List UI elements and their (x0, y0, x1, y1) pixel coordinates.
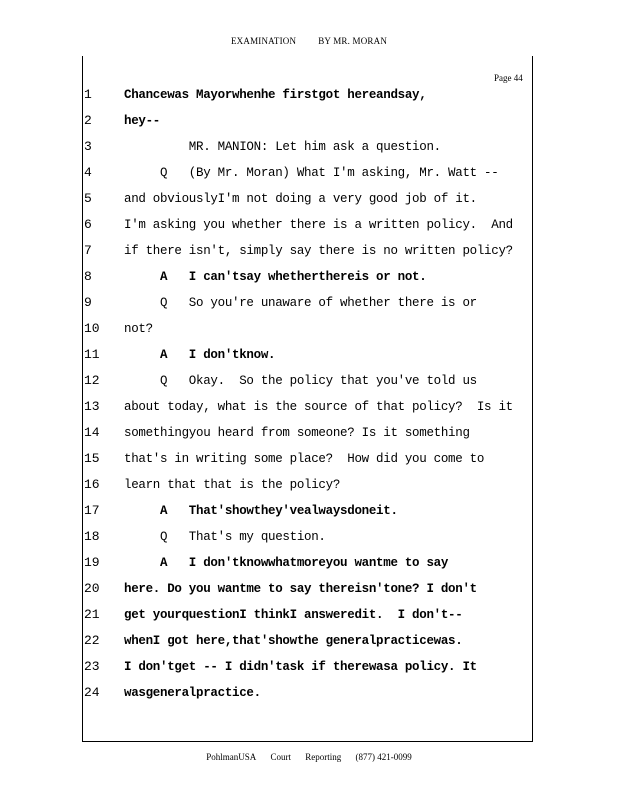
line-text: get yourquestionI thinkI answeredit. I don't-- (124, 608, 463, 622)
line-number: 18 (84, 529, 100, 544)
page-number: Page 44 (494, 73, 523, 83)
transcript-line (0, 373, 618, 399)
line-number: 10 (84, 321, 100, 336)
line-number: 20 (84, 581, 100, 596)
line-text: A I don'tknow. (124, 348, 276, 362)
line-number: 11 (84, 347, 100, 362)
line-number: 2 (84, 113, 92, 128)
line-text: Q Okay. So the policy that you've told us (124, 374, 477, 388)
transcript-line (0, 451, 618, 477)
line-number: 13 (84, 399, 100, 414)
transcript-line (0, 477, 618, 503)
transcript-line (0, 321, 618, 347)
line-text: learn that that is the policy? (124, 478, 341, 492)
page-footer (0, 752, 618, 762)
line-text: A That'showthey'vealwaysdoneit. (124, 504, 398, 518)
line-number: 1 (84, 87, 92, 102)
line-text: Q (By Mr. Moran) What I'm asking, Mr. Watt -- (124, 166, 499, 180)
line-number: 21 (84, 607, 100, 622)
transcript-line (0, 87, 618, 113)
line-text: if there isn't, simply say there is no written policy? (124, 244, 513, 258)
transcript-line (0, 607, 618, 633)
transcript-line (0, 217, 618, 243)
line-text: here. Do you wantme to say thereisn'tone? I don't (124, 582, 477, 596)
line-number: 24 (84, 685, 100, 700)
transcript-line (0, 139, 618, 165)
transcript-line (0, 633, 618, 659)
line-text: I'm asking you whether there is a written policy. And (124, 218, 513, 232)
line-text: A I don'tknowwhatmoreyou wantme to say (124, 556, 449, 570)
line-text: Q So you're unaware of whether there is or (124, 296, 477, 310)
line-text: somethingyou heard from someone? Is it something (124, 426, 470, 440)
transcript-line (0, 529, 618, 555)
transcript-line (0, 269, 618, 295)
transcript-line (0, 503, 618, 529)
line-number: 19 (84, 555, 100, 570)
transcript-line (0, 243, 618, 269)
transcript-line (0, 399, 618, 425)
line-number: 7 (84, 243, 92, 258)
line-number: 17 (84, 503, 100, 518)
line-number: 23 (84, 659, 100, 674)
line-text: Q That's my question. (124, 530, 326, 544)
line-text: about today, what is the source of that policy? Is it (124, 400, 513, 414)
line-number: 14 (84, 425, 100, 440)
header-examiner: BY MR. MORAN (318, 36, 388, 46)
line-number: 15 (84, 451, 100, 466)
transcript-line (0, 555, 618, 581)
page-header (0, 36, 618, 46)
transcript-line (0, 295, 618, 321)
line-text: whenI got here,that'showthe generalpracticewas. (124, 634, 463, 648)
line-number: 22 (84, 633, 100, 648)
line-number: 8 (84, 269, 92, 284)
line-text: I don'tget -- I didn'task if therewasa policy. It (124, 660, 477, 674)
footer-service-court: Court (270, 752, 292, 762)
line-text: MR. MANION: Let him ask a question. (124, 140, 441, 154)
transcript-line (0, 581, 618, 607)
line-text: that's in writing some place? How did you come to (124, 452, 485, 466)
transcript-line (0, 165, 618, 191)
line-number: 5 (84, 191, 92, 206)
footer-phone: (877) 421-0099 (355, 752, 412, 762)
transcript-line (0, 191, 618, 217)
transcript-line (0, 113, 618, 139)
line-text: wasgeneralpractice. (124, 686, 261, 700)
line-number: 16 (84, 477, 100, 492)
line-number: 4 (84, 165, 92, 180)
footer-company: PohlmanUSA (206, 752, 257, 762)
line-number: 6 (84, 217, 92, 232)
line-text: hey-- (124, 114, 161, 128)
transcript-line (0, 425, 618, 451)
line-text: A I can'tsay whetherthereis or not. (124, 270, 427, 284)
line-number: 3 (84, 139, 92, 154)
line-number: 12 (84, 373, 100, 388)
transcript-line (0, 685, 618, 711)
line-number: 9 (84, 295, 92, 310)
footer-service-reporting: Reporting (305, 752, 342, 762)
line-text: not? (124, 322, 153, 336)
line-text: and obviouslyI'm not doing a very good job of it. (124, 192, 477, 206)
transcript-line (0, 659, 618, 685)
header-section: EXAMINATION (230, 36, 297, 46)
line-text: Chancewas Mayorwhenhe firstgot hereandsay, (124, 88, 427, 102)
transcript-line (0, 347, 618, 373)
